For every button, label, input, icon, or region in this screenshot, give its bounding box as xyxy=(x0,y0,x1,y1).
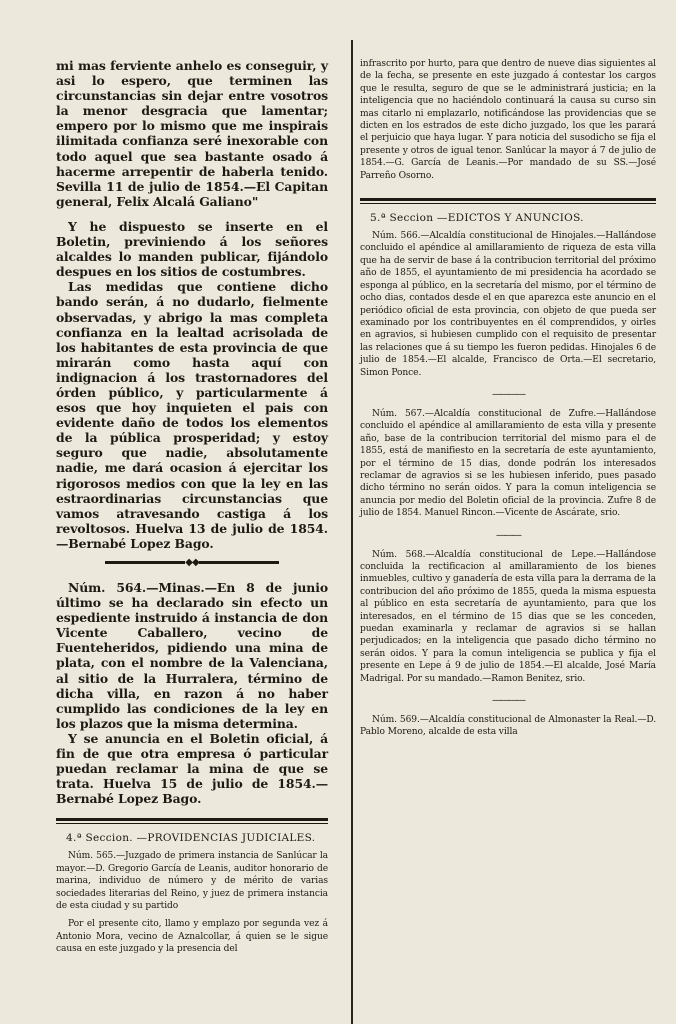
separator-dash: ———— xyxy=(492,695,524,707)
notice-564-paragraph: Núm. 564.—Minas.—En 8 de junio último se ha declarado sin efecto un espediente instruido á instancia de don Vicente Caballero, vecino de Fuenteheridos, pidiendo una mina de plata, con el nombre de la Valenciana, al sitio de la Hurralera, término de dicha villa, en razon á no haber cumplido las condiciones de la ley en los plazos que la misma determina. xyxy=(56,580,328,731)
column-divider xyxy=(351,40,353,1024)
notice-565-continuation: infrascrito por hurto, para que dentro de nueve dias siguientes al de la fecha, se presente en este juzgado á contestar los cargos que le resulta, seguro de que se le administrará justicia; en la inteligencia que no haciéndolo continuará la causa su curso sin mas citarlo ni emplazarlo, notificándose las providencias que se dicten en los estrados de este dicho juzgado, los que les parará el perjuicio que haya lugar. Y para noticia del susodicho se fija el presente y otros de igual tenor. Sanlúcar la mayor á 7 de julio de 1854.—G. García de Leanis.—Por mandado de su SS.—José Parreño Osorno. xyxy=(360,59,656,181)
section-5-rule-thick xyxy=(360,198,656,201)
notice-565-header: Núm. 565.—Juzgado de primera instancia de Sanlúcar la mayor.—D. Gregorio García de Leanis, auditor honorario de marina, individuo de número y de mérito de varias sociedades literarias del Reino, y juez de primera instancia de esta ciudad y su partido xyxy=(56,851,328,912)
notice-566-paragraph: Núm. 566.—Alcaldía constitucional de Hinojales.—Hallándose concluido el apéndice al amillaramiento de riqueza de esta villa que ha de servir de base á la contribucion territorial del próximo año de 1855, el ayuntamiento de mi presidencia ha acordado se esponga al público, en la secretaría del mismo, por el término de ocho dias, contados desde el en que aparezca este anuncio en el periódico oficial de esta provincia, con objeto de que pueda ser examinado por los contribuyentes en él comprendidos, y oirles en agravios, si hubiesen cumplido con el requisito de presentar las relaciones que á su tiempo les fueron pedidas. Hinojales 6 de julio de 1854.—El alcalde, Francisco de Orta.—El secretario, Simon Ponce. xyxy=(360,231,656,378)
left-column xyxy=(56,58,328,956)
section-4-heading: 4.ª Seccion. —PROVIDENCIAS JUDICIALES. xyxy=(66,832,316,845)
bando-closing-paragraph: mi mas ferviente anhelo es conseguir, y asi lo espero, que terminen las circunstancias sin dejar entre vosotros la menor desgracia que lamentar; empero por lo mismo que me inspirais ilimitada confianza seré inexorable con todo aquel que sea bastante osado á hacerme arrepentir de haberla tenido. Sevilla 11 de julio de 1854.—El Capitan general, Felix Alcalá Galiano" xyxy=(56,58,328,209)
separator-dash: ——— xyxy=(496,529,520,541)
section-rule-thick xyxy=(56,818,328,821)
section-ornament: ◆◆ xyxy=(56,557,328,568)
notice-564-closing: Y se anuncia en el Boletin oficial, á fin de que otra empresa ó particular puedan reclamar la mina de que se trata. Huelva 15 de julio de 1854.—Bernabé Lopez Bago. xyxy=(56,730,328,807)
publication-order-paragraph: Y he dispuesto se inserte en el Boletin, previniendo á los señores alcaldes lo manden publicar, fijándolo despues en los sitios de costumbres. xyxy=(56,218,328,280)
notice-568-paragraph: Núm. 568.—Alcaldía constitucional de Lepe.—Hallándose concluida la rectificacion al amillaramiento de los bienes inmuebles, cultivo y ganadería de esta villa para la derrama de la contribucion del año próximo de 1855, queda la misma espuesta al público en esta secretaría de ayuntamiento, para que los interesados, en el término de 15 dias que se les conceden, puedan examinarla y reclamar de agravios si se hallan perjudicados; en la inteligencia que pasado dicho término no serán oidos. Y para la comun inteligencia se publica y fija el presente en Lepe á 9 de julio de 1854.—El alcalde, José María Madrigal. Por su mandado.—Ramon Benitez, srio. xyxy=(360,549,656,684)
section-rule-thin xyxy=(56,823,328,824)
separator-dash: ———— xyxy=(492,388,524,400)
section-5-heading: 5.ª Seccion —EDICTOS Y ANUNCIOS. xyxy=(370,212,584,225)
notice-569-paragraph: Núm. 569.—Alcaldía constitucional de Almonaster la Real.—D. Pablo Moreno, alcalde de esta villa xyxy=(360,715,656,738)
right-column xyxy=(360,58,656,739)
notice-567-paragraph: Núm. 567.—Alcaldía constitucional de Zufre.—Hallándose concluido el apéndice al amillaramiento de esta villa y presente año, base de la contribucion territorial del mismo para el de 1855, está de manifiesto en la secretaría de este ayuntamiento, por el término de 15 dias, donde podrán los interesados reclamar de agravios si se les hubiesen inferido, pues pasado dicho término no serán oidos. Y para la comun inteligencia se anuncia por medio del Boletin oficial de la provincia. Zufre 8 de julio de 1854. Manuel Rincon.—Vicente de Ascárate, srio. xyxy=(360,408,656,519)
notice-565-body: Por el presente cito, llamo y emplazo por segunda vez á Antonio Mora, vecino de Aznalcollar, á quien se le sigue causa en este juzgado y la presencia del xyxy=(56,919,328,955)
section-5-rule-thin xyxy=(360,203,656,204)
governor-statement-paragraph: Las medidas que contiene dicho bando serán, á no dudarlo, fielmente observadas, y abrigo la mas completa confianza en la lealtad acrisolada de los habitantes de esta provincia de que mirarán como hasta aquí con indignacion á los trastornadores del órden público, y particularmente á esos que hoy inquieten el pais con evidente daño de todos los elementos de la pública prosperidad; y estoy seguro que nadie, absolutamente nadie, me dará ocasion á ejercitar los rigorosos medios con que la ley en las estraordinarias circunstancias que vamos atravesando castiga á los revoltosos. Huelva 13 de julio de 1854.—Bernabé Lopez Bago. xyxy=(56,279,328,551)
